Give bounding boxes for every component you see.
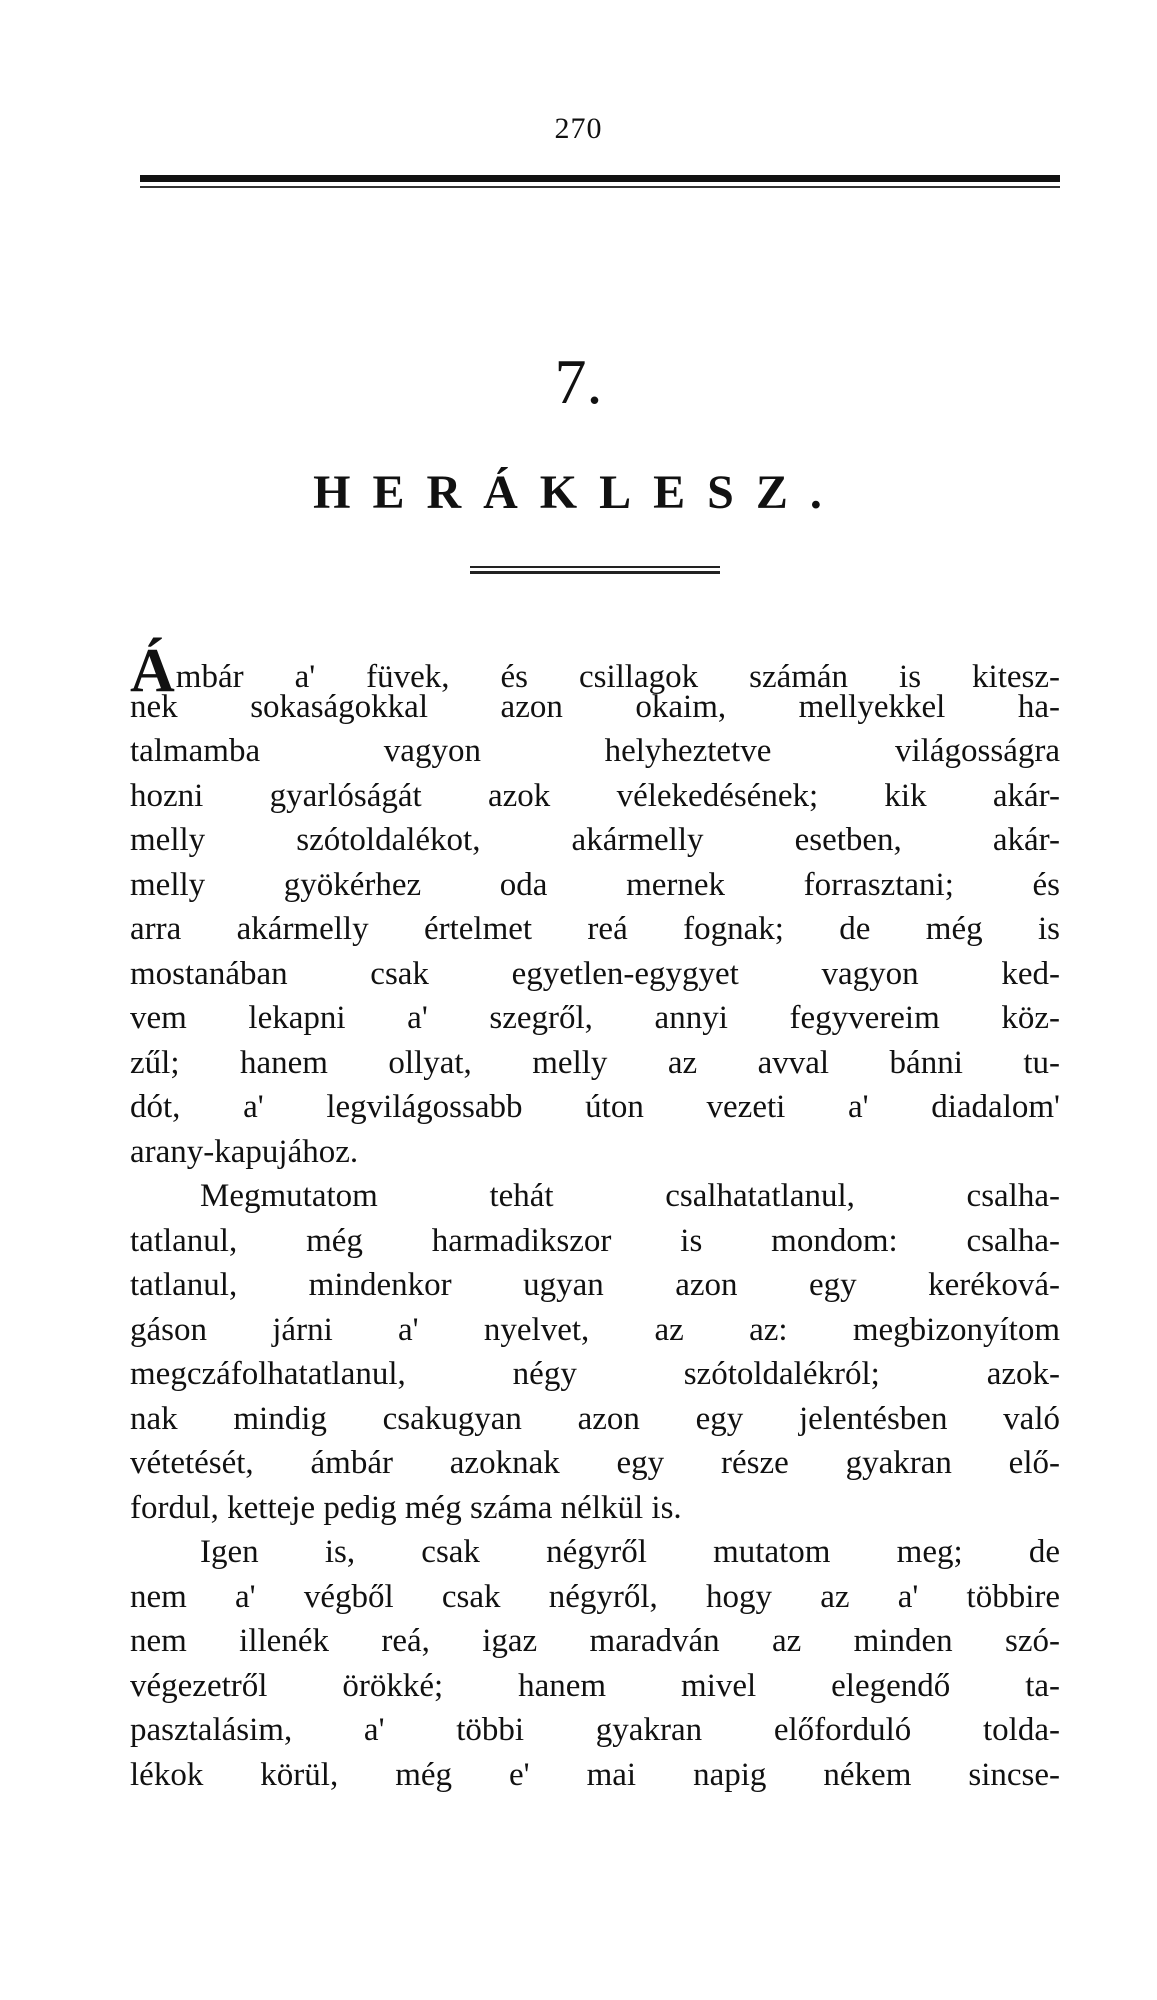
text-line: arra akármelly értelmet reá fognak; de még is bbox=[130, 911, 1060, 947]
chapter-title: HERÁKLESZ. bbox=[313, 466, 844, 519]
text-line: tatlanul, még harmadikszor is mondom: csalha- bbox=[130, 1222, 1060, 1259]
text-line: Megmutatom tehát csalhatatlanul, csalha- bbox=[200, 1178, 1060, 1214]
text-line: nak mindig csakugyan azon egy jelentésben való bbox=[130, 1400, 1060, 1437]
paragraph-2 bbox=[130, 1174, 1060, 1530]
title-rule bbox=[470, 566, 720, 574]
chapter-number: 7. bbox=[554, 346, 603, 417]
title-rule-bottom bbox=[470, 571, 720, 574]
text-line: melly szótoldalékot, akármelly esetben, akár- bbox=[130, 822, 1060, 858]
text-line: zűl; hanem ollyat, melly az avval bánni tu- bbox=[130, 1044, 1060, 1081]
paragraph-3 bbox=[130, 1530, 1060, 1797]
text-line: lékok körül, még e' mai napig nékem sincse- bbox=[130, 1756, 1060, 1793]
text-line: dót, a' legvilágossabb úton vezeti a' diadalom' bbox=[130, 1089, 1060, 1125]
text-line: vem lekapni a' szegről, annyi fegyvereim köz- bbox=[130, 1000, 1060, 1036]
header-rule bbox=[140, 175, 1060, 193]
text-line: arany-kapujához. bbox=[130, 1133, 359, 1170]
text-line: melly gyökérhez oda mernek forrasztani; és bbox=[130, 866, 1060, 903]
text-line: nem a' végből csak négyről, hogy az a' többire bbox=[130, 1578, 1060, 1615]
text-line: nem illenék reá, igaz maradván az minden szó- bbox=[130, 1623, 1060, 1659]
header-rule-thin bbox=[140, 186, 1060, 188]
page-number: 270 bbox=[554, 112, 603, 145]
body-text bbox=[130, 637, 1060, 1797]
text-line: végezetről örökké; hanem mivel elegendő ta- bbox=[130, 1667, 1060, 1704]
text-line: megczáfolhatatlanul, négy szótoldalékról; azok- bbox=[130, 1356, 1060, 1392]
text-line: pasztalásim, a' többi gyakran előforduló tolda- bbox=[130, 1712, 1060, 1748]
text-line: Ámbár a' füvek, és csillagok számán is kitesz- bbox=[130, 637, 1060, 705]
text-line: vétetését, ámbár azoknak egy része gyakran elő- bbox=[130, 1445, 1060, 1481]
text-line: hozni gyarlóságát azok vélekedésének; kik akár- bbox=[130, 777, 1060, 814]
text-line: mostanában csak egyetlen-egygyet vagyon ked- bbox=[130, 955, 1060, 992]
text-line: talmamba vagyon helyheztetve világosságra bbox=[130, 733, 1060, 769]
header-rule-thick bbox=[140, 175, 1060, 182]
text-line: tatlanul, mindenkor ugyan azon egy keréková- bbox=[130, 1267, 1060, 1303]
title-rule-top bbox=[470, 566, 720, 568]
text-line: fordul, ketteje pedig még száma nélkül is. bbox=[130, 1489, 682, 1526]
paragraph-1 bbox=[130, 637, 1060, 1174]
text-line: gáson járni a' nyelvet, az az: megbizonyítom bbox=[130, 1311, 1060, 1348]
text-line: Igen is, csak négyről mutatom meg; de bbox=[200, 1534, 1060, 1570]
text-line: nek sokaságokkal azon okaim, mellyekkel ha- bbox=[130, 688, 1060, 725]
drop-initial: Á bbox=[130, 637, 175, 705]
